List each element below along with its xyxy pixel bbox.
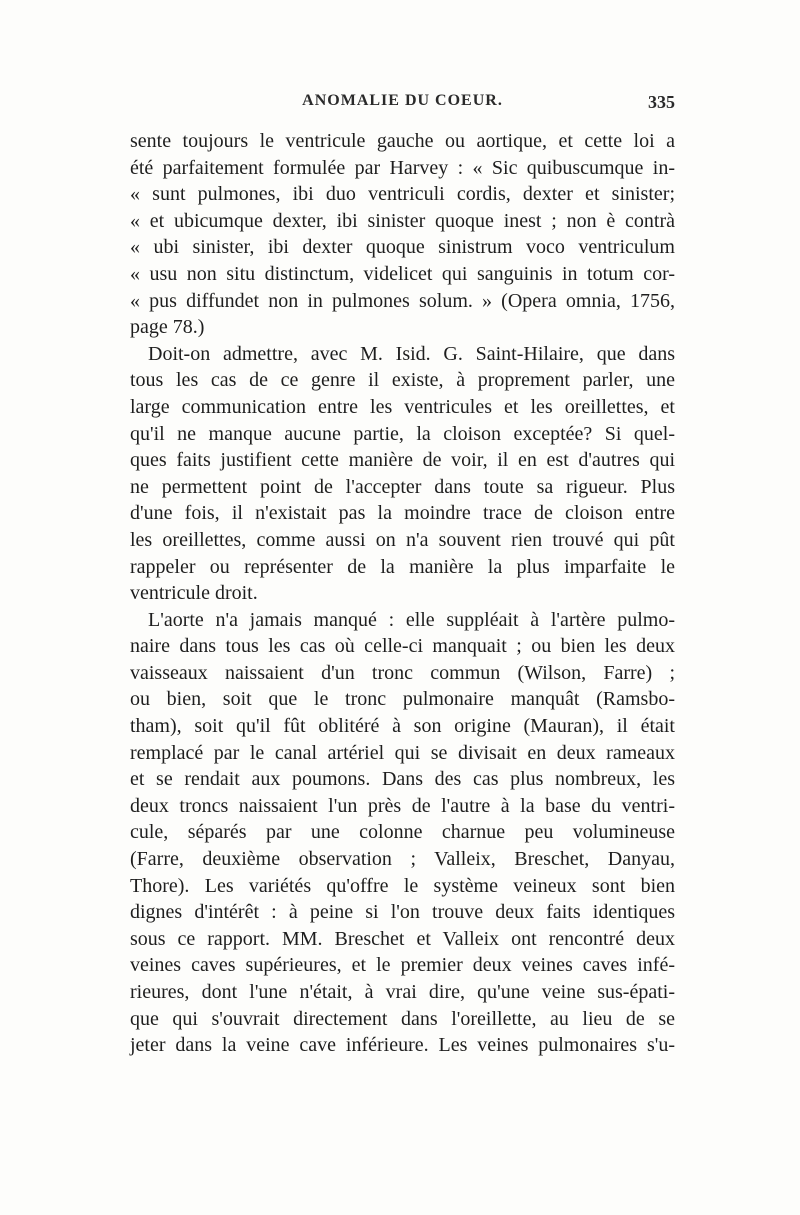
running-title: ANOMALIE DU COEUR. bbox=[302, 92, 503, 109]
text-line: été parfaitement formulée par Harvey : « Sic quibuscumque in- bbox=[130, 156, 675, 179]
page-number: 335 bbox=[648, 92, 675, 112]
text-line: ne permettent point de l'accepter dans toute sa rigueur. Plus bbox=[130, 475, 675, 498]
text-line: Doit-on admettre, avec M. Isid. G. Saint-Hilaire, que dans bbox=[148, 342, 675, 365]
text-line: remplacé par le canal artériel qui se divisait en deux rameaux bbox=[130, 741, 675, 764]
text-line: naire dans tous les cas où celle-ci manquait ; ou bien les deux bbox=[130, 635, 675, 658]
text-line: « pus diffundet non in pulmones solum. » (Opera omnia, 1756, bbox=[130, 289, 675, 312]
text-line: jeter dans la veine cave inférieure. Les veines pulmonaires s'u- bbox=[130, 1034, 675, 1057]
text-line: vaisseaux naissaient d'un tronc commun (Wilson, Farre) ; bbox=[130, 661, 675, 684]
text-line: « et ubicumque dexter, ibi sinister quoque inest ; non è contrà bbox=[130, 209, 675, 232]
text-line: tous les cas de ce genre il existe, à proprement parler, une bbox=[130, 369, 675, 392]
text-line: ventricule droit. bbox=[130, 582, 258, 605]
text-line: d'une fois, il n'existait pas la moindre trace de cloison entre bbox=[130, 502, 675, 525]
text-line: que qui s'ouvrait directement dans l'oreillette, au lieu de se bbox=[130, 1007, 675, 1030]
text-line: sente toujours le ventricule gauche ou aortique, et cette loi a bbox=[130, 130, 675, 152]
text-line: page 78.) bbox=[130, 316, 205, 339]
text-line: « sunt pulmones, ibi duo ventriculi cordis, dexter et sinister; bbox=[130, 183, 675, 206]
text-line: les oreillettes, comme aussi on n'a souvent rien trouvé qui pût bbox=[130, 528, 675, 551]
text-line: L'aorte n'a jamais manqué : elle suppléait à l'artère pulmo- bbox=[148, 608, 675, 631]
text-line: large communication entre les ventricules et les oreillettes, et bbox=[130, 395, 675, 418]
text-line: sous ce rapport. MM. Breschet et Valleix ont rencontré deux bbox=[130, 927, 675, 950]
text-line: ques faits justifient cette manière de voir, il en est d'autres qui bbox=[130, 449, 675, 472]
text-line: cule, séparés par une colonne charnue peu volumineuse bbox=[130, 821, 675, 844]
text-line: qu'il ne manque aucune partie, la cloison exceptée? Si quel- bbox=[130, 422, 675, 445]
text-line: dignes d'intérêt : à peine si l'on trouve deux faits identiques bbox=[130, 901, 675, 924]
text-line: veines caves supérieures, et le premier deux veines caves infé- bbox=[130, 954, 675, 977]
text-line: rappeler ou représenter de la manière la plus imparfaite le bbox=[130, 555, 675, 578]
text-line: « usu non situ distinctum, videlicet qui sanguinis in totum cor- bbox=[130, 262, 675, 285]
text-line: Thore). Les variétés qu'offre le système veineux sont bien bbox=[130, 874, 675, 897]
text-line: deux troncs naissaient l'un près de l'autre à la base du ventri- bbox=[130, 794, 675, 817]
text-line: (Farre, deuxième observation ; Valleix, Breschet, Danyau, bbox=[130, 848, 675, 871]
running-head bbox=[130, 92, 675, 118]
body-text bbox=[130, 128, 675, 1059]
text-line: rieures, dont l'une n'était, à vrai dire, qu'une veine sus-épati- bbox=[130, 981, 675, 1003]
text-line: « ubi sinister, ibi dexter quoque sinistrum voco ventriculum bbox=[130, 236, 675, 259]
text-line: et se rendait aux poumons. Dans des cas plus nombreux, les bbox=[130, 768, 675, 791]
text-line: ou bien, soit que le tronc pulmonaire manquât (Ramsbo- bbox=[130, 688, 675, 711]
text-line: tham), soit qu'il fût oblitéré à son origine (Mauran), il était bbox=[130, 715, 675, 738]
